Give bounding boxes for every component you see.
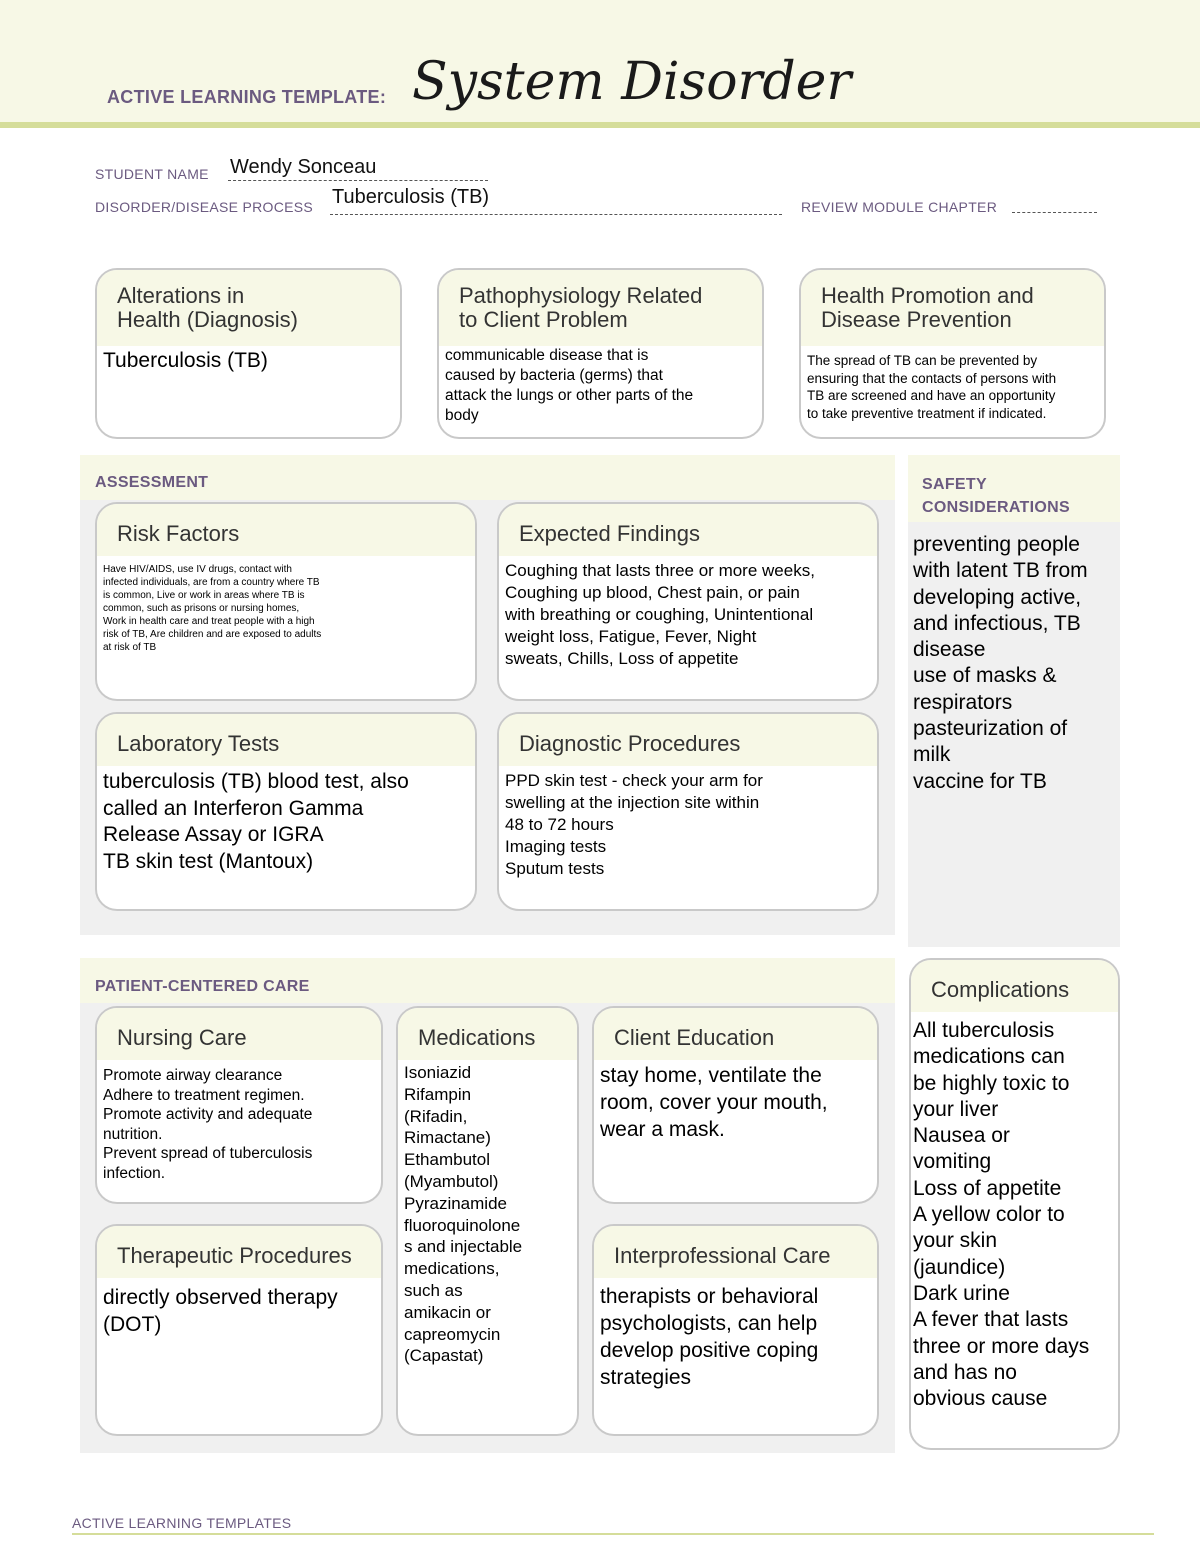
review-module-field[interactable] xyxy=(1012,198,1097,213)
body-line: s and injectable xyxy=(404,1237,523,1257)
body-line: vaccine for TB xyxy=(913,769,1047,793)
body-line: Coughing up blood, Chest pain, or pain xyxy=(505,583,800,602)
body-line: (Myambutol) xyxy=(404,1171,499,1191)
body-line: disease xyxy=(913,638,986,662)
body-line: swelling at the injection site within xyxy=(505,793,760,812)
medications-body xyxy=(398,1060,577,1367)
body-line: communicable disease that is xyxy=(445,347,649,364)
disorder-value: Tuberculosis (TB) xyxy=(332,186,490,208)
body-line: three or more days xyxy=(913,1334,1090,1358)
alterations-card xyxy=(95,268,402,439)
body-line: Work in health care and treat people with a high xyxy=(103,616,315,627)
body-line: Release Assay or IGRA xyxy=(103,823,324,846)
body-line: Nausea or xyxy=(913,1124,1010,1148)
body-line: 48 to 72 hours xyxy=(505,815,614,834)
body-line: with breathing or coughing, Unintentional xyxy=(505,605,814,624)
body-line: stay home, ventilate the xyxy=(600,1064,822,1087)
body-line: tuberculosis (TB) blood test, also xyxy=(103,770,409,793)
body-line: directly observed therapy xyxy=(103,1286,338,1309)
body-line: such as xyxy=(404,1280,463,1300)
body-line: capreomycin xyxy=(404,1324,501,1344)
body-line: room, cover your mouth, xyxy=(600,1091,828,1114)
alterations-title xyxy=(97,270,400,346)
title-line: to Client Problem xyxy=(459,307,628,333)
therapeutic-procedures-title: Therapeutic Procedures xyxy=(97,1226,381,1278)
laboratory-tests-title: Laboratory Tests xyxy=(97,714,475,766)
body-line: amikacin or xyxy=(404,1302,491,1322)
body-line: The spread of TB can be prevented by xyxy=(807,353,1038,368)
student-name-field[interactable] xyxy=(228,158,488,181)
body-line: (jaundice) xyxy=(913,1255,1006,1279)
body-line: vomiting xyxy=(913,1150,992,1174)
body-line: to take preventive treatment if indicated. xyxy=(807,405,1047,421)
student-name-value: Wendy Sonceau xyxy=(230,156,377,178)
complications-body xyxy=(911,1012,1118,1412)
title-line: Pathophysiology Related xyxy=(459,283,703,308)
diagnostic-procedures-card xyxy=(497,712,879,911)
body-line: body xyxy=(445,407,479,424)
title-line: Health (Diagnosis) xyxy=(117,307,298,333)
body-line: developing active, xyxy=(913,585,1082,609)
body-line: preventing people xyxy=(913,533,1080,556)
body-line: respirators xyxy=(913,690,1013,714)
expected-findings-title: Expected Findings xyxy=(499,504,877,556)
page-title: System Disorder xyxy=(412,52,852,112)
footer-divider xyxy=(72,1533,1154,1535)
disorder-label: DISORDER/DISEASE PROCESS xyxy=(95,199,314,215)
body-line: strategies xyxy=(600,1366,692,1389)
body-line: TB are screened and have an opportunity xyxy=(807,388,1056,403)
body-line: Have HIV/AIDS, use IV drugs, contact with xyxy=(103,564,292,575)
body-line: with latent TB from xyxy=(913,559,1088,583)
body-line: medications can xyxy=(913,1045,1065,1069)
health-promotion-title xyxy=(801,270,1104,346)
body-line: Coughing that lasts three or more weeks, xyxy=(505,561,815,580)
body-line: Isoniazid xyxy=(404,1063,472,1082)
template-label: ACTIVE LEARNING TEMPLATE: xyxy=(107,87,387,107)
body-line: attack the lungs or other parts of the xyxy=(445,387,694,404)
body-line: milk xyxy=(913,743,951,767)
patient-care-title: PATIENT-CENTERED CARE xyxy=(95,978,310,995)
body-line: use of masks & xyxy=(913,664,1057,688)
body-line: sweats, Chills, Loss of appetite xyxy=(505,649,739,668)
title-line: Disease Prevention xyxy=(821,307,1012,333)
safety-title xyxy=(922,473,1070,519)
body-line: and infectious, TB xyxy=(913,611,1081,635)
title-line: CONSIDERATIONS xyxy=(922,499,1070,516)
expected-findings-body xyxy=(499,556,877,670)
client-education-title: Client Education xyxy=(594,1008,877,1060)
body-line: wear a mask. xyxy=(600,1118,725,1141)
body-line: (DOT) xyxy=(103,1313,162,1336)
nursing-care-body xyxy=(97,1060,381,1183)
medications-title: Medications xyxy=(398,1008,577,1060)
body-line: your liver xyxy=(913,1097,999,1121)
body-line: Loss of appetite xyxy=(913,1176,1062,1200)
review-module-label: REVIEW MODULE CHAPTER xyxy=(801,199,998,215)
body-line: Promote activity and adequate xyxy=(103,1106,313,1123)
complications-title: Complications xyxy=(911,960,1118,1012)
medications-card xyxy=(396,1006,579,1436)
body-line: is common, Live or work in areas where TB is xyxy=(103,590,305,601)
body-line: Prevent spread of tuberculosis xyxy=(103,1145,313,1162)
title-line: SAFETY xyxy=(922,476,987,493)
body-line: TB skin test (Mantoux) xyxy=(103,849,314,873)
body-line: A yellow color to xyxy=(913,1203,1065,1227)
body-line: and has no xyxy=(913,1360,1017,1384)
body-line: Pyrazinamide xyxy=(404,1193,507,1213)
health-promotion-body xyxy=(801,346,1104,422)
pathophysiology-title xyxy=(439,270,762,346)
body-line: (Rifadin, xyxy=(404,1106,468,1126)
nursing-care-card xyxy=(95,1006,383,1204)
body-line: ensuring that the contacts of persons with xyxy=(807,370,1057,386)
body-line: caused by bacteria (germs) that xyxy=(445,367,663,384)
title-line: Health Promotion and xyxy=(821,283,1034,308)
pathophysiology-body xyxy=(439,346,762,426)
health-promotion-card xyxy=(799,268,1106,439)
body-line: infected individuals, are from a country where TB xyxy=(103,577,320,588)
safety-body xyxy=(913,532,1088,795)
body-line: obvious cause xyxy=(913,1387,1048,1411)
assessment-title: ASSESSMENT xyxy=(95,474,209,491)
pathophysiology-card xyxy=(437,268,764,439)
diagnostic-procedures-title: Diagnostic Procedures xyxy=(499,714,877,766)
body-line: A fever that lasts xyxy=(913,1308,1069,1332)
complications-card xyxy=(909,958,1120,1450)
body-line: psychologists, can help xyxy=(600,1312,818,1335)
body-line: Rimactane) xyxy=(404,1128,491,1148)
body-line: Rifampin xyxy=(404,1084,472,1104)
body-line: Imaging tests xyxy=(505,837,607,856)
title-line: Alterations in xyxy=(117,283,245,308)
therapeutic-procedures-body xyxy=(97,1278,381,1338)
body-line: nutrition. xyxy=(103,1125,163,1143)
disorder-field[interactable] xyxy=(330,186,782,215)
body-line: (Capastat) xyxy=(404,1346,484,1366)
body-line: weight loss, Fatigue, Fever, Night xyxy=(505,627,757,646)
expected-findings-card xyxy=(497,502,879,701)
laboratory-tests-body xyxy=(97,766,475,875)
risk-factors-card xyxy=(95,502,477,701)
body-line: PPD skin test - check your arm for xyxy=(505,771,763,790)
interprofessional-care-body xyxy=(594,1278,877,1391)
student-name-label: STUDENT NAME xyxy=(95,166,209,182)
body-line: infection. xyxy=(103,1164,166,1182)
client-education-card xyxy=(592,1006,879,1204)
risk-factors-title: Risk Factors xyxy=(97,504,475,556)
diagnostic-procedures-body xyxy=(499,766,877,880)
body-line: Sputum tests xyxy=(505,859,605,878)
therapeutic-procedures-card xyxy=(95,1224,383,1436)
body-line: called an Interferon Gamma xyxy=(103,796,364,820)
nursing-care-title: Nursing Care xyxy=(97,1008,381,1060)
body-line: therapists or behavioral xyxy=(600,1285,819,1308)
body-line: Ethambutol xyxy=(404,1150,490,1170)
body-line: at risk of TB xyxy=(103,642,157,653)
body-line: Dark urine xyxy=(913,1281,1010,1305)
client-education-body xyxy=(594,1060,877,1143)
interprofessional-care-title: Interprofessional Care xyxy=(594,1226,877,1278)
interprofessional-care-card xyxy=(592,1224,879,1436)
alterations-body: Tuberculosis (TB) xyxy=(103,349,268,372)
body-line: Adhere to treatment regimen. xyxy=(103,1086,305,1104)
body-line: develop positive coping xyxy=(600,1339,819,1362)
body-line: risk of TB, Are children and are exposed to adults xyxy=(103,629,322,640)
body-line: be highly toxic to xyxy=(913,1071,1070,1095)
laboratory-tests-card xyxy=(95,712,477,911)
body-line: common, such as prisons or nursing homes, xyxy=(103,603,300,614)
footer-label: ACTIVE LEARNING TEMPLATES xyxy=(72,1515,292,1531)
risk-factors-body xyxy=(97,556,475,654)
body-line: pasteurization of xyxy=(913,717,1068,741)
body-line: Promote airway clearance xyxy=(103,1067,283,1084)
header-divider xyxy=(0,122,1200,128)
body-line: fluoroquinolone xyxy=(404,1215,521,1235)
body-line: All tuberculosis xyxy=(913,1019,1055,1042)
body-line: your skin xyxy=(913,1229,998,1253)
body-line: medications, xyxy=(404,1259,500,1279)
